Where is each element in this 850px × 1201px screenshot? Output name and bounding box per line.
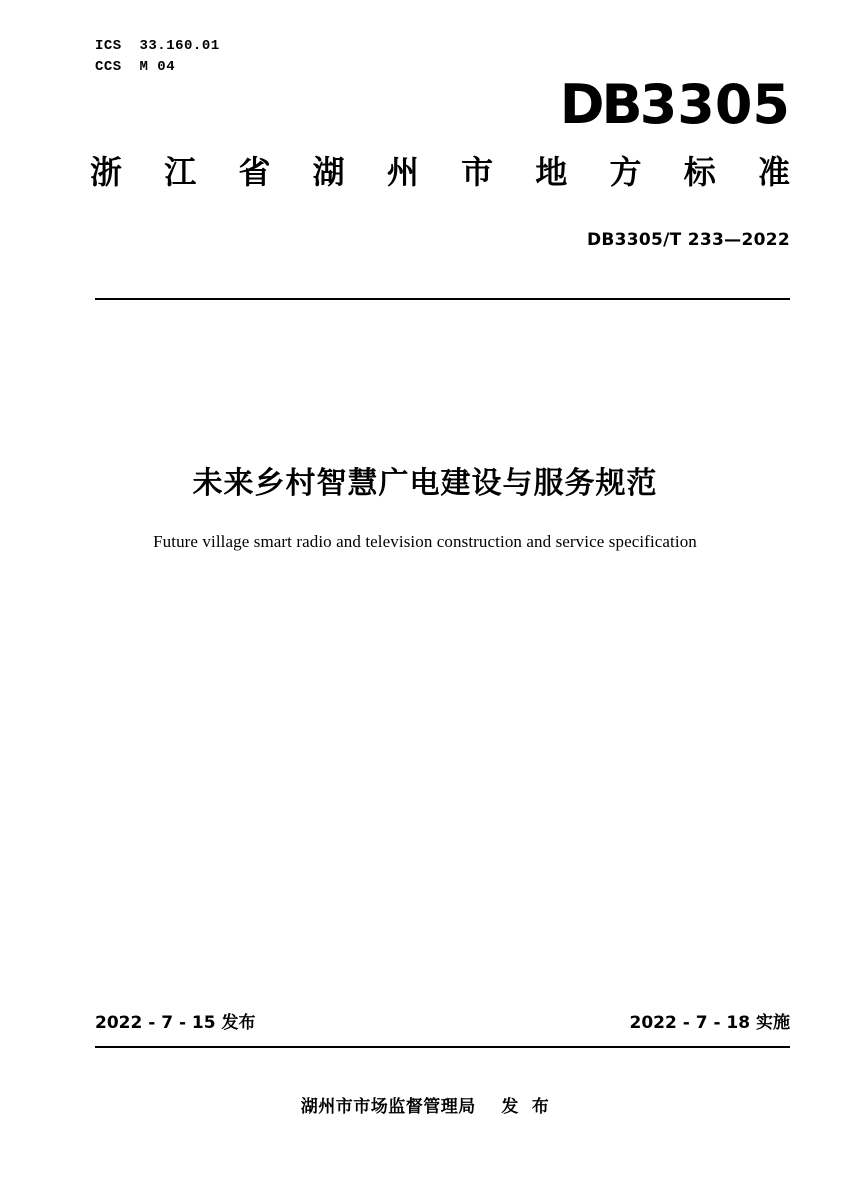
classification-block <box>95 36 220 78</box>
db-logo <box>559 73 790 136</box>
standard-title-char-2: 省 <box>238 153 271 191</box>
footer-divider <box>95 1046 790 1048</box>
ics-code: ICS 33.160.01 <box>95 38 220 54</box>
document-title-chinese: 未来乡村智慧广电建设与服务规范 <box>192 466 658 501</box>
standard-title-char-4: 州 <box>386 153 419 191</box>
header-divider <box>95 298 790 300</box>
ccs-code: CCS M 04 <box>95 59 176 75</box>
db-logo-prefix: DB <box>559 73 640 136</box>
standard-title-char-6: 地 <box>535 153 568 191</box>
issuing-authority: 湖州市市场监督管理局 发 布 <box>300 1097 550 1117</box>
standard-title-char-8: 标 <box>683 153 716 191</box>
standard-number: DB3305/T 233—2022 <box>586 230 790 250</box>
standard-authority-title <box>90 152 790 192</box>
issue-date: 2022 - 7 - 15 发布 <box>95 1013 256 1033</box>
standard-title-char-5: 市 <box>461 153 494 191</box>
standard-title-char-3: 湖 <box>312 153 345 191</box>
document-title-english: Future village smart radio and television construction and service specification <box>153 532 697 551</box>
db-logo-number: 3305 <box>639 73 790 136</box>
standard-title-char-7: 方 <box>609 153 642 191</box>
standard-title-char-1: 江 <box>164 153 197 191</box>
standard-title-char-9: 准 <box>757 153 790 191</box>
standard-title-char-0: 浙 <box>90 153 123 191</box>
effective-date: 2022 - 7 - 18 实施 <box>629 1013 790 1033</box>
dates-row <box>95 1008 790 1033</box>
